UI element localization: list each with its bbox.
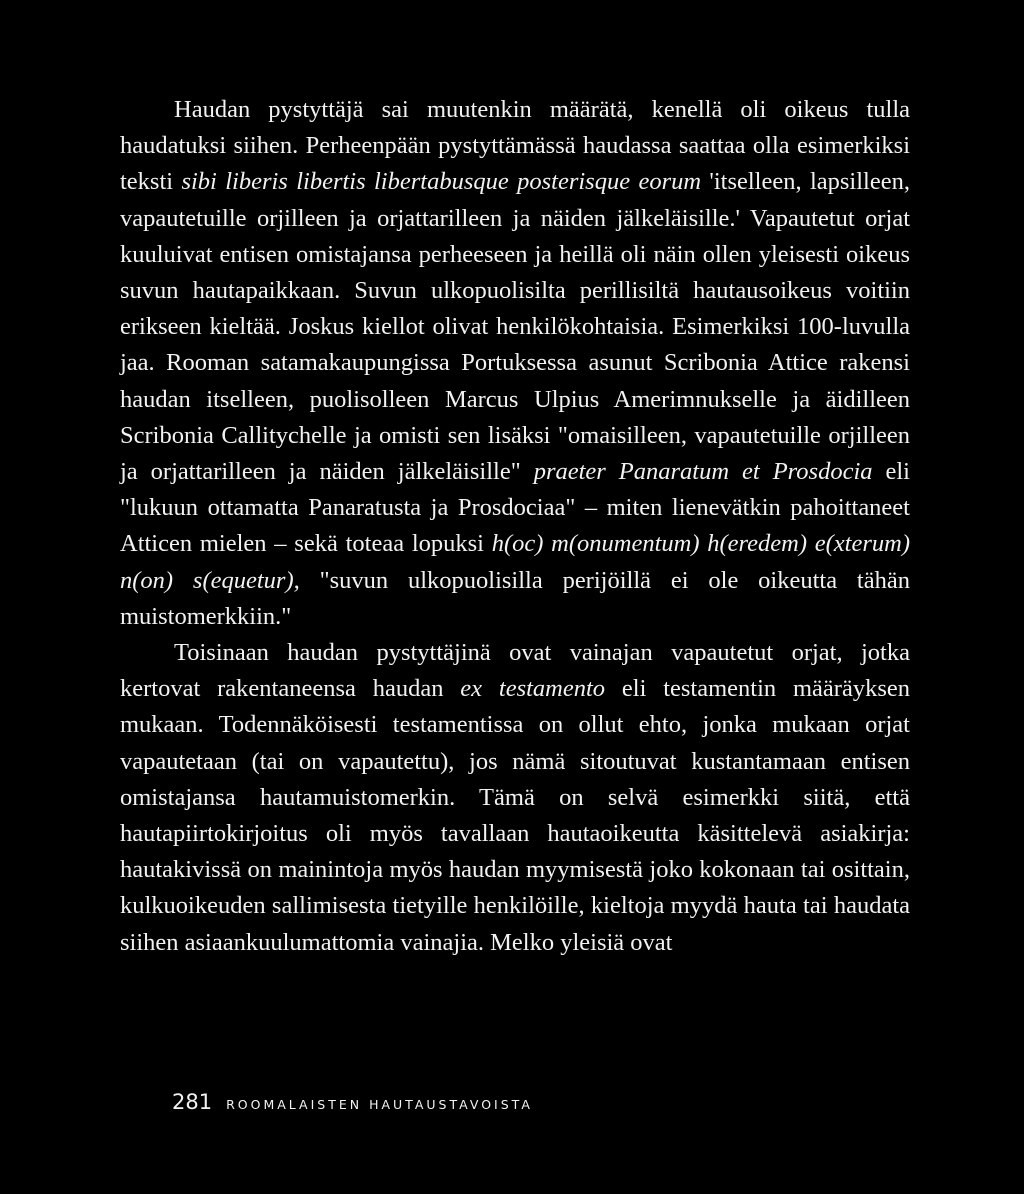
latin-phrase: h(oc) m(onumentum) h(eredem) e(xterum) n(on) s(equetur), [120, 530, 910, 594]
text-run: "suvun ulkopuolisilla perijöillä ei ole oikeutta tähän muistomerkkiin." [120, 566, 910, 630]
paragraph-2 [120, 635, 910, 961]
running-title: ROOMALAISTEN HAUTAUSTAVOISTA [226, 1097, 533, 1112]
paragraph-1 [120, 92, 910, 635]
text-run: Toisinaan haudan pystyttäjinä ovat vainajan vapautetut orjat, jotka kertovat rakentaneensa haudan [120, 639, 910, 703]
text-run: Haudan pystyttäjä sai muutenkin määrätä, kenellä oli oikeus tulla haudatuksi siihen. Perheenpään pystyttämässä haudassa saattaa olla esimerkiksi teksti [120, 96, 910, 196]
page-number: 281 [172, 1090, 213, 1114]
page-footer [172, 1090, 533, 1114]
text-run: eli testamentin määräyksen mukaan. Todennäköisesti testamentissa on ollut ehto, jonka mukaan orjat vapautetaan (tai on vapautettu), jos nämä sitoutuvat kustantamaan entisen omistajansa hautamuistomerkin. Tämä on selvä esimerkki siitä, että hautapiirtokirjoitus oli myös tavallaan hautaoikeutta käsittelevä asiakirja: hautakivissä on mainintoja myös haudan myymisestä joko kokonaan tai osittain, kulkuoikeuden sallimisesta tietyille henkilöille, kieltoja myydä hauta tai haudata siihen asiaankuulumattomia vainajia. Melko yleisiä ovat [120, 675, 910, 956]
latin-phrase: sibi liberis libertis libertabusque posterisque eorum [181, 168, 702, 196]
text-run: eli "lukuun ottamatta Panaratusta ja Prosdociaa" – miten lienevätkin pahoittaneet Atticen mielen – sekä toteaa lopuksi [120, 458, 910, 558]
body-text [120, 92, 910, 961]
latin-phrase: ex testamento [460, 675, 606, 703]
latin-phrase: praeter Panaratum et Prosdocia [533, 458, 873, 486]
text-run: 'itselleen, lapsilleen, vapautetuille orjilleen ja orjattarilleen ja näiden jälkeläisille.' Vapautetut orjat kuuluivat entisen omistajansa perheeseen ja heillä oli näin ollen yleisesti oikeus suvun hautapaikkaan. Suvun ulkopuolisilta perillisiltä hautausoikeus voitiin erikseen kieltää. Joskus kiellot olivat henkilökohtaisia. Esimerkiksi 100-luvulla jaa. Rooman satamakaupungissa Portuksessa asunut Scribonia Attice rakensi haudan itselleen, puolisolleen Marcus Ulpius Amerimnukselle ja äidilleen Scribonia Callitychelle ja omisti sen lisäksi "omaisilleen, vapautetuille orjilleen ja orjattarilleen ja näiden jälkeläisille" [120, 168, 910, 486]
